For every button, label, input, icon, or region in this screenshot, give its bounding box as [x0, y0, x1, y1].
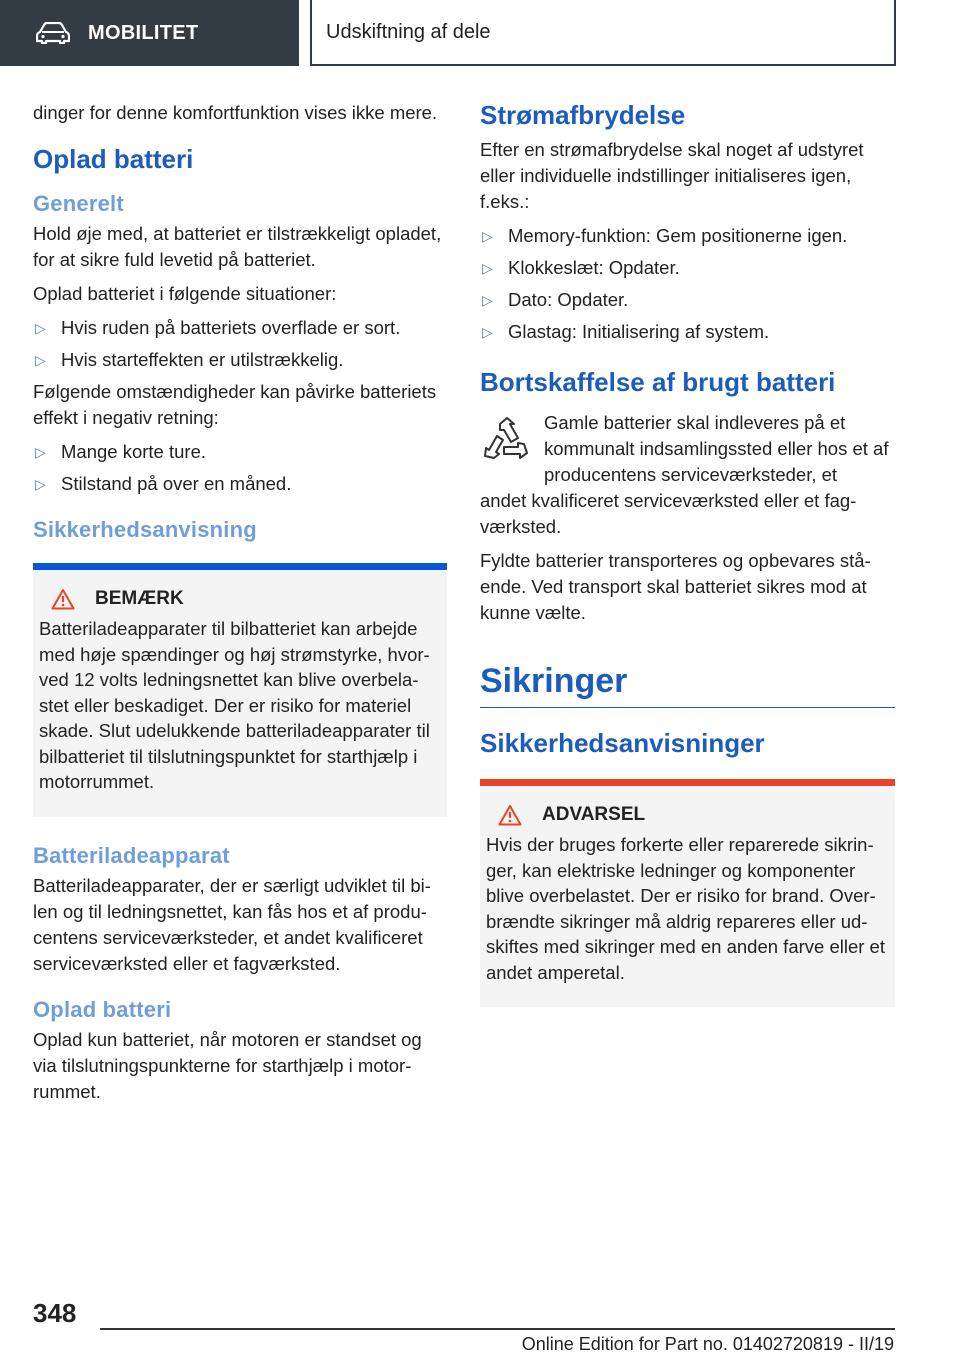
car-icon	[36, 22, 70, 44]
section-tab	[0, 0, 299, 66]
list-item: ▷ Glastag: Initialisering af system.	[480, 319, 895, 345]
list-item: ▷ Stilstand på over en måned.	[33, 471, 447, 497]
heading-bortskaffelse: Bortskaffelse af brugt batteri	[480, 367, 836, 397]
left-column	[33, 100, 447, 1113]
chapter-tab	[310, 0, 896, 66]
notice-header	[39, 588, 439, 610]
bullet-list-stromafbrydelse	[480, 223, 895, 345]
paragraph-bortskaffelse-2: Fyldte batterier transporteres og opbevares stående. Ved transport skal batteriet sikres mod at kunne vælte.	[480, 550, 871, 623]
heading-stromafbrydelse: Strømafbrydelse	[480, 100, 686, 130]
triangle-bullet-icon: ▷	[482, 292, 493, 308]
warning-triangle-icon	[51, 588, 75, 610]
page-footer	[0, 1296, 960, 1362]
heading-generelt: Generelt	[33, 191, 124, 216]
heading-oplad-batteri-2: Oplad batteri	[33, 996, 172, 1022]
heading-sikkerhedsanvisninger: Sikkerhedsanvisninger	[480, 728, 765, 758]
triangle-bullet-icon: ▷	[35, 320, 46, 336]
paragraph-generelt: Hold øje med, at batteriet er tilstrækkeligt opladet, for at sikre fuld levetid på batteriet.	[33, 223, 442, 270]
warning-text: Hvis der bruges forkerte eller reparerede sikringer, kan elektriske ledninger og komponenter blive overbelastet. Der er risiko for brand. Overbrændte sikringer må aldrig repareres eller udskiftes med sikringer med en anden farve eller et andet amperetal.	[486, 834, 885, 983]
section-title: MOBILITET	[88, 21, 199, 44]
paragraph-bortskaffelse-1: Gamle batterier skal indleveres på et kommunalt indsamlingssted eller hos et af producentens serviceværksteder, et	[544, 412, 889, 485]
heading-sikkerhedsanvisning: Sikkerhedsanvisning	[33, 517, 257, 542]
chapter-title: Udskiftning af dele	[326, 20, 491, 43]
notice-title: BEMÆRK	[95, 588, 184, 609]
notice-text: Batteriladeapparater til bilbatteriet kan arbejde med høje spændinger og høj strømstyrke, hvorved 12 volts ledningsnettet kan blive overbelastet eller beskadiget. Der er risiko for materiel skade. Slut udelukkende batteriladeapparater til bilbatteriet til tilslutningspunktet for starthjælp i motorrummet.	[39, 618, 430, 792]
edition-text: Online Edition for Part no. 01402720819 - II/19	[521, 1334, 894, 1354]
notice-box	[33, 563, 447, 817]
list-item: ▷ Mange korte ture.	[33, 439, 447, 465]
intro-text: dinger for denne komfortfunktion vises ikke mere.	[33, 102, 438, 123]
recycle-section	[480, 410, 895, 488]
triangle-bullet-icon: ▷	[35, 444, 46, 460]
paragraph-bortskaffelse-1b: andet kvalificeret serviceværksted eller et fagværksted.	[480, 490, 857, 537]
list-item: ▷ Hvis starteffekten er utilstrækkelig.	[33, 347, 447, 373]
bullet-list-situationer	[33, 315, 447, 373]
list-item: ▷ Memory-funktion: Gem positionerne igen.	[480, 223, 895, 249]
list-item: ▷ Klokkeslæt: Opdater.	[480, 255, 895, 281]
list-item: ▷ Dato: Opdater.	[480, 287, 895, 313]
triangle-bullet-icon: ▷	[482, 324, 493, 340]
right-column	[480, 100, 895, 1007]
warning-title: ADVARSEL	[542, 804, 646, 825]
footer-divider	[100, 1328, 895, 1330]
heading-oplad-batteri: Oplad batteri	[33, 144, 194, 174]
triangle-bullet-icon: ▷	[482, 228, 493, 244]
warning-box	[480, 779, 895, 1007]
paragraph-situationer: Oplad batteriet i følgende situationer:	[33, 283, 337, 304]
heading-sikringer: Sikringer	[480, 662, 895, 708]
page-number: 348	[33, 1298, 77, 1328]
warning-header	[486, 804, 887, 826]
triangle-bullet-icon: ▷	[35, 476, 46, 492]
list-item: ▷ Hvis ruden på batteriets overflade er sort.	[33, 315, 447, 341]
paragraph-omstaendigheder: Følgende omstændigheder kan påvirke batteriets effekt i negativ retning:	[33, 381, 437, 428]
bullet-list-omstaendigheder	[33, 439, 447, 497]
warning-triangle-icon	[498, 804, 522, 826]
triangle-bullet-icon: ▷	[482, 260, 493, 276]
triangle-bullet-icon: ▷	[35, 352, 46, 368]
paragraph-batteriladeapparat: Batteriladeapparater, der er særligt udviklet til bilen og til ledningsnettet, kan fås hos et af producentens serviceværksteder, et andet kvalificeret serviceværksted eller et fagværksted.	[33, 874, 431, 974]
page-header	[0, 0, 960, 66]
paragraph-stromafbrydelse: Efter en strømafbrydelse skal noget af udstyret eller individuelle indstillinger initialiseres igen, f.eks.:	[480, 139, 864, 212]
paragraph-oplad-batteri: Oplad kun batteriet, når motoren er standset og via tilslutningspunkterne for starthjælp i motorrummet.	[33, 1028, 422, 1102]
recycle-icon	[480, 414, 534, 468]
heading-batteriladeapparat: Batteriladeapparat	[33, 842, 230, 868]
